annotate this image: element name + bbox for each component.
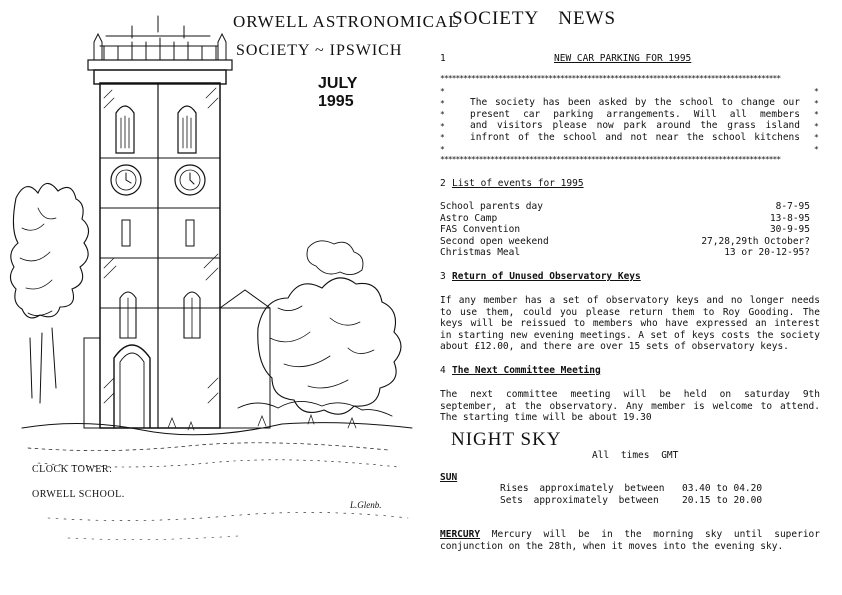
keys-title: Return of Unused Observatory Keys [452,271,641,282]
sun-label: SUN [440,472,458,483]
org-name-line1: ORWELL ASTRONOMICAL [233,12,460,31]
org-name-line2: SOCIETY ~ IPSWICH [236,42,403,59]
issue-month: JULY [318,75,358,92]
paragraph-line: conjunction on the 28th, when it moves into the evening sky. [440,540,784,552]
paragraph-line: If any member has a set of observatory keys and no longer needs [440,295,820,306]
sun-rise-text: Rises approximately between [500,483,665,494]
event-row [440,247,822,259]
mercury-paragraph [440,529,820,552]
notice-number: 1 [440,53,446,64]
event-date: 13-8-95 [769,212,810,224]
paragraph-line: The starting time will be about 19.30 [440,412,652,423]
notice-title: NEW CAR PARKING FOR 1995 [554,53,692,64]
event-name: Astro Camp [440,212,498,224]
paragraph-line: The next committee meeting will be held on saturday 9th [440,389,820,400]
event-date: 27,28,29th October? [701,235,810,247]
event-name: School parents day [440,201,543,212]
sun-set-value: 20.15 to 20.00 [682,495,763,506]
event-date: 8-7-95 [775,201,810,212]
paragraph-line: keys will be reissued to members who have expressed an interest [440,318,820,329]
events-title: List of events for 1995 [452,178,584,189]
event-date: 13 or 20-12-95? [724,247,810,258]
illustration-caption-line1: CLOCK TOWER: [32,464,113,475]
paragraph-line: to use them, could you please return them to Roy Gooding. The [440,306,820,318]
paragraph-line: september, at the observatory. Any member is welcome to attend. [440,400,820,412]
notice-line: infront of the school and not near the school kitchens [470,131,800,143]
illustration-caption-line2: ORWELL SCHOOL. [32,489,125,500]
star-border-bottom: **************************************************************************************** [440,156,781,164]
committee-paragraph [440,389,820,424]
star-border-right: * * * * * * [814,87,819,154]
star-border-left: * * * * * * [440,87,445,154]
sun-set-text: Sets approximately between [500,495,659,506]
night-sky-title: NIGHT SKY [451,429,562,450]
committee-title: The Next Committee Meeting [452,365,601,376]
event-date: 30-9-95 [769,224,810,235]
event-row [440,236,822,248]
events-number: 2 [440,178,446,189]
event-name: FAS Convention [440,224,521,235]
mercury-line1: Mercury will be in the morning sky until superior [491,529,820,540]
notice-line: and visitors please now park around the grass island [470,120,800,131]
keys-paragraph [440,295,820,353]
event-row [440,201,822,213]
paragraph-line: about £12.00, and there are over 15 sets of observatory keys. [440,341,789,352]
event-name: Christmas Meal [440,247,521,258]
committee-number: 4 [440,365,446,376]
star-border-top: **************************************************************************************** [440,75,781,83]
notice-body [470,97,800,143]
sun-rise-value: 03.40 to 04.20 [682,483,763,494]
issue-year: 1995 [318,93,354,110]
notice-line: The society has been asked by the school to change our [470,97,800,108]
paragraph-line [440,529,820,541]
event-name: Second open weekend [440,235,549,247]
times-note: All times GMT [592,450,679,461]
keys-number: 3 [440,271,446,282]
mercury-label: MERCURY [440,529,481,540]
page-title: SOCIETY NEWS [452,8,617,29]
event-row [440,213,822,225]
notice-line: present car parking arrangements. Will all members [470,108,800,120]
artist-signature: L.Glenb. [350,500,382,510]
event-row [440,224,822,236]
paragraph-line: in starting new evening meetings. A set of keys costs the society [440,329,820,341]
